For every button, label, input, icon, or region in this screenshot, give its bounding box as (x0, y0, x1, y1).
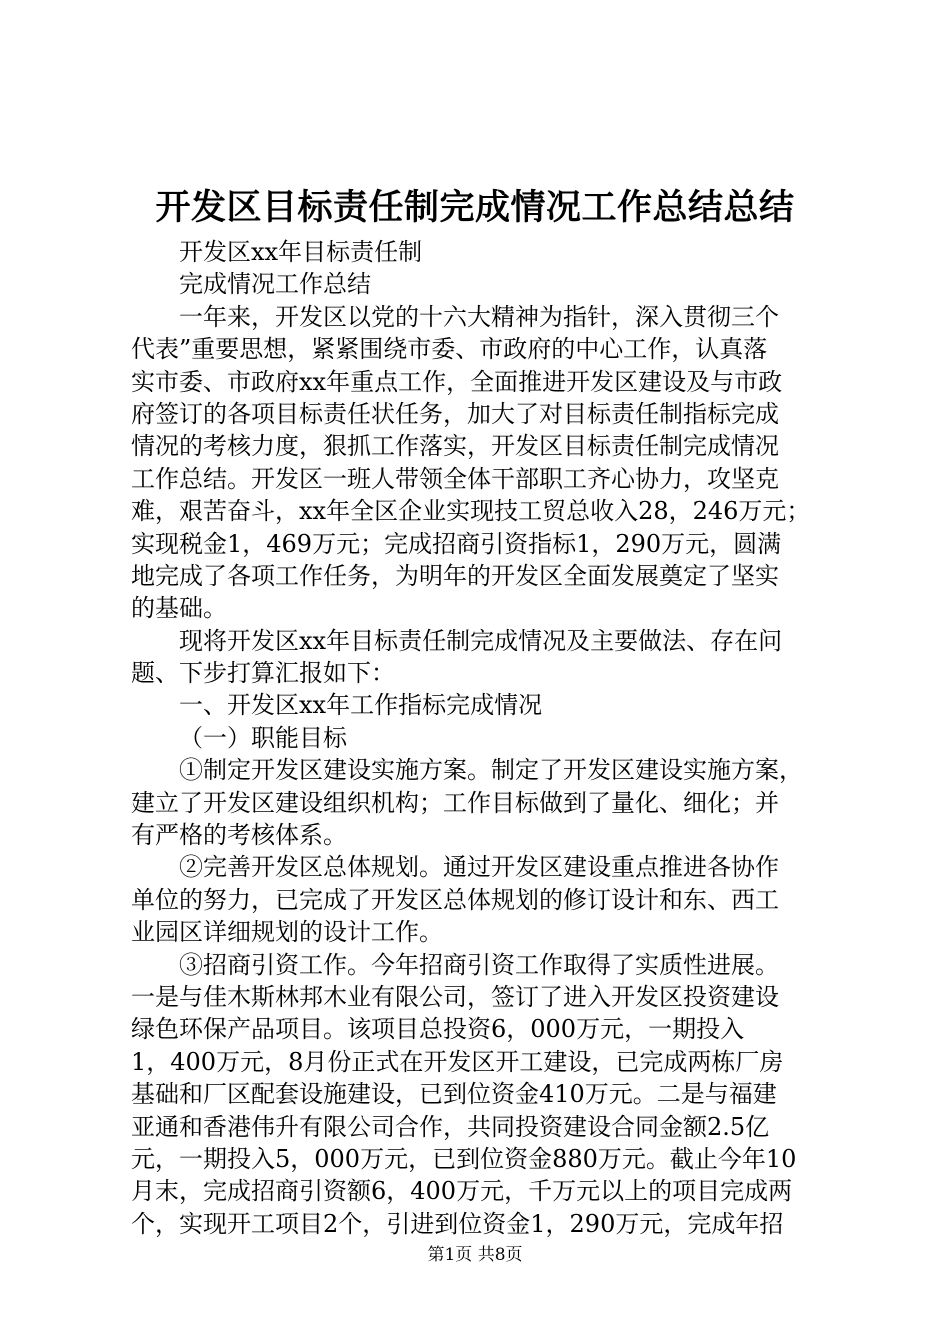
body-line: 有严格的考核体系。 (131, 821, 347, 850)
body-line: ①制定开发区建设实施方案。制定了开发区建设实施方案， (179, 756, 803, 785)
section-heading: 一、开发区xx年工作指标完成情况 (179, 691, 543, 720)
document-title: 开发区目标责任制完成情况工作总结总结 (155, 188, 795, 228)
body-line: 现将开发区xx年目标责任制完成情况及主要做法、存在问 (179, 626, 783, 655)
body-line: 一年来，开发区以党的十六大精神为指针，深入贯彻三个 (179, 302, 779, 331)
body-line: 实现税金1，469万元；完成招商引资指标1，290万元，圆满 (131, 529, 782, 558)
body-line: 单位的努力，已完成了开发区总体规划的修订设计和东、西工 (131, 885, 779, 914)
body-line: 1，400万元，8月份正式在开发区开工建设，已完成两栋厂房 (131, 1047, 784, 1076)
body-line: 一是与佳木斯林邦木业有限公司，签订了进入开发区投资建设 (131, 982, 779, 1011)
body-line: 工作总结。开发区一班人带领全体干部职工齐心协力，攻坚克 (131, 464, 779, 493)
body-line: 个，实现开工项目2个，引进到位资金1，290万元，完成年招 (131, 1209, 784, 1238)
body-line: 完成情况工作总结 (179, 270, 371, 299)
body-line: 月末，完成招商引资额6，400万元，千万元以上的项目完成两 (131, 1177, 793, 1206)
body-line: 建立了开发区建设组织机构；工作目标做到了量化、细化；并 (131, 788, 779, 817)
body-line: 的基础。 (131, 594, 227, 623)
body-line: 元，一期投入5，000万元，已到位资金880万元。截止今年10 (131, 1144, 797, 1173)
body-line: 开发区xx年目标责任制 (179, 238, 423, 266)
body-line: 基础和厂区配套设施建设，已到位资金410万元。二是与福建 (131, 1080, 777, 1109)
body-line: 亚通和香港伟升有限公司合作，共同投资建设合同金额2.5亿 (131, 1112, 770, 1141)
body-line: 地完成了各项工作任务，为明年的开发区全面发展奠定了坚实 (131, 561, 779, 590)
body-line: ②完善开发区总体规划。通过开发区建设重点推进各协作 (179, 853, 779, 882)
body-line: 府签订的各项目标责任状任务，加大了对目标责任制指标完成 (131, 399, 779, 428)
body-line: 题、下步打算汇报如下： (131, 659, 395, 688)
body-line: 业园区详细规划的设计工作。 (131, 918, 443, 947)
document-body (131, 236, 833, 1240)
body-line: 实市委、市政府xx年重点工作，全面推进开发区建设及与市政 (131, 367, 783, 396)
body-line: 绿色环保产品项目。该项目总投资6，000万元，一期投入 (131, 1015, 745, 1044)
page-footer: 第1页 共8页 (427, 1245, 523, 1265)
body-line: 难，艰苦奋斗，xx年全区企业实现技工贸总收入28，246万元； (131, 497, 811, 526)
subsection-heading: （一）职能目标 (179, 723, 347, 752)
body-line: 情况的考核力度，狠抓工作落实，开发区目标责任制完成情况 (131, 432, 779, 461)
body-line: ③招商引资工作。今年招商引资工作取得了实质性进展。 (179, 950, 779, 979)
body-line: 代表”重要思想，紧紧围绕市委、市政府的中心工作，认真落 (131, 335, 768, 364)
